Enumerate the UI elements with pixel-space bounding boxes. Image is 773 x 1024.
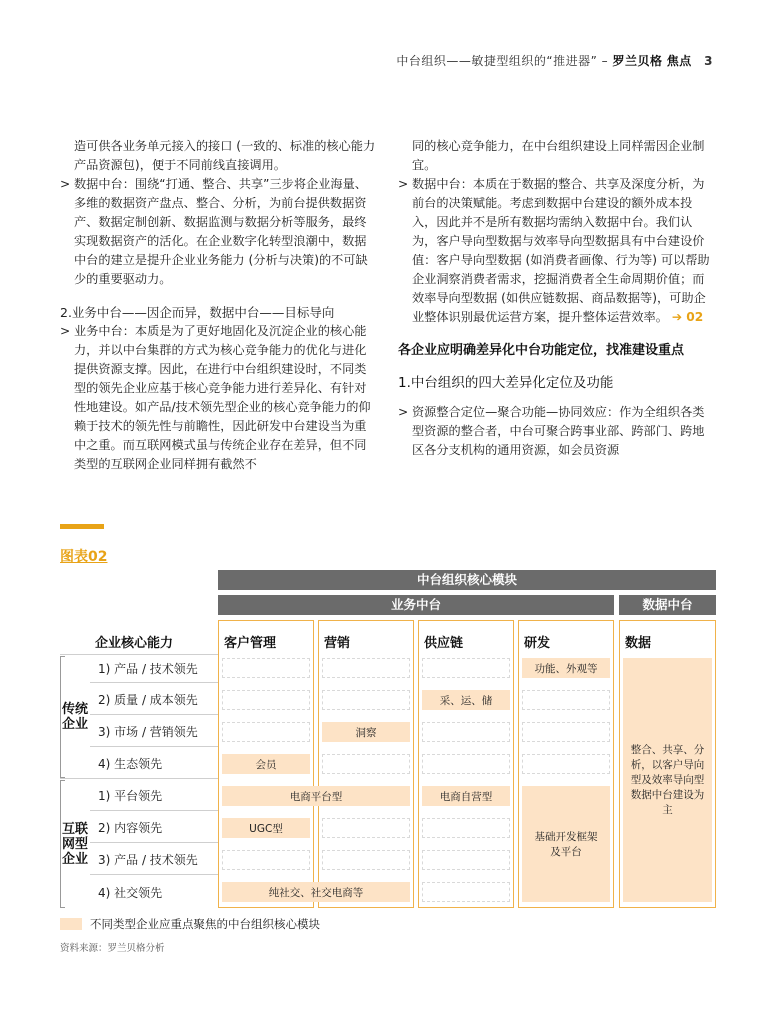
empty-cell bbox=[322, 690, 410, 710]
bullet-marker: > bbox=[398, 177, 409, 191]
cell-rd-framework: 基础开发框架及平台 bbox=[522, 786, 610, 902]
figure-label: 图表02 bbox=[60, 549, 108, 565]
top-bar-core-modules: 中台组织核心模块 bbox=[218, 570, 716, 590]
empty-cell bbox=[522, 690, 610, 710]
empty-cell bbox=[222, 722, 310, 742]
bullet-marker: > bbox=[60, 177, 71, 191]
cell-ecommerce-platform: 电商平台型 bbox=[222, 786, 410, 806]
row-separator bbox=[90, 746, 218, 747]
right-bullet1-paragraph bbox=[412, 175, 716, 327]
cell-social: 纯社交、社交电商等 bbox=[222, 882, 410, 902]
column-header-rd: 研发 bbox=[524, 636, 551, 651]
right-bullet-resource-integration bbox=[398, 403, 716, 460]
empty-cell bbox=[422, 850, 510, 870]
empty-cell bbox=[222, 658, 310, 678]
column-header-data: 数据 bbox=[625, 636, 652, 651]
page-number: 3 bbox=[704, 54, 713, 68]
right-column bbox=[398, 137, 716, 460]
cell-ecommerce-self: 电商自营型 bbox=[422, 786, 510, 806]
header-dash: – bbox=[601, 54, 609, 68]
legend-text: 不同类型企业应重点聚焦的中台组织核心模块 bbox=[90, 917, 320, 931]
row-label-content: 2) 内容领先 bbox=[98, 821, 163, 835]
empty-cell bbox=[322, 818, 410, 838]
row-label-market-marketing: 3) 市场 / 营销领先 bbox=[98, 725, 198, 739]
empty-cell bbox=[222, 850, 310, 870]
left-column bbox=[60, 137, 378, 474]
row-label-product-tech: 1) 产品 / 技术领先 bbox=[98, 662, 198, 676]
business-middle-office-bar: 业务中台 bbox=[218, 595, 614, 615]
right-continued-paragraph: 同的核心竞争能力，在中台组织建设上同样需因企业制宜。 bbox=[412, 139, 705, 172]
row-separator bbox=[90, 810, 218, 811]
row-label-social: 4) 社交领先 bbox=[98, 886, 163, 900]
empty-cell bbox=[422, 882, 510, 902]
cell-supply-procure: 采、运、储 bbox=[422, 690, 510, 710]
legend-swatch bbox=[60, 918, 82, 930]
empty-cell bbox=[522, 722, 610, 742]
empty-cell bbox=[422, 818, 510, 838]
row-header-core-capability: 企业核心能力 bbox=[95, 636, 174, 651]
row-label-platform: 1) 平台领先 bbox=[98, 789, 163, 803]
bullet-marker: > bbox=[398, 405, 409, 419]
left-bullet-data-middle-office bbox=[60, 175, 378, 289]
left-bullet-business-middle-office bbox=[60, 322, 378, 474]
row-separator bbox=[90, 682, 218, 683]
right-bullet1-text: 数据中台：本质在于数据的整合、共享及深度分析，为前台的决策赋能。考虑到数据中台建设的额外成本投入，因此并不是所有数据均需纳入数据中台。我们认为，客户导向型数据与效率导向型数据具有中台建设价值：客户导向型数据 (如消费者画像、行为等) 可以帮助企业洞察消费者需求，挖掘消费者全生命周期价值；而效率导向型数据 (如供应链数据、商品数据等)，可助企业整体识别最优运营方案，提升整体运营效率。 bbox=[412, 177, 710, 324]
row-separator bbox=[90, 874, 218, 875]
left-section2-heading: 2.业务中台——因企而异，数据中台——目标导向 bbox=[60, 305, 335, 320]
empty-cell bbox=[522, 754, 610, 774]
row-label-quality-cost: 2) 质量 / 成本领先 bbox=[98, 693, 198, 707]
column-header-supply: 供应链 bbox=[424, 636, 464, 651]
header-section: 焦点 bbox=[666, 54, 692, 68]
row-separator bbox=[60, 654, 218, 655]
row-label-ecosystem: 4) 生态领先 bbox=[98, 757, 163, 771]
empty-cell bbox=[322, 850, 410, 870]
page-header bbox=[396, 52, 713, 69]
row-separator bbox=[90, 842, 218, 843]
figure-reference-link[interactable]: ➔ 02 bbox=[671, 310, 704, 324]
bullet-marker: > bbox=[60, 324, 71, 338]
right-bullet2-text: 资源整合定位—聚合功能—协同效应：作为全组织各类型资源的整合者，中台可聚合跨事业部、跨部门、跨地区各分支机构的通用资源，如会员资源 bbox=[412, 405, 705, 457]
empty-cell bbox=[322, 754, 410, 774]
header-brand: 罗兰贝格 bbox=[612, 54, 663, 68]
empty-cell bbox=[422, 658, 510, 678]
group-label-internet: 互联网型企业 bbox=[62, 822, 89, 867]
row-label-product-tech-internet: 3) 产品 / 技术领先 bbox=[98, 853, 198, 867]
empty-cell bbox=[422, 754, 510, 774]
empty-cell bbox=[322, 658, 410, 678]
column-header-marketing: 营销 bbox=[324, 636, 351, 651]
row-separator bbox=[90, 714, 218, 715]
right-heading: 各企业应明确差异化中台功能定位，找准建设重点 bbox=[398, 343, 685, 358]
empty-cell bbox=[222, 690, 310, 710]
cell-ugc: UGC型 bbox=[222, 818, 310, 838]
right-subheading: 1.中台组织的四大差异化定位及功能 bbox=[398, 375, 614, 391]
cell-rd-function: 功能、外观等 bbox=[522, 658, 610, 678]
source-note: 资料来源：罗兰贝格分析 bbox=[60, 943, 165, 954]
group-label-traditional: 传统企业 bbox=[62, 702, 89, 732]
column-header-customer: 客户管理 bbox=[224, 636, 277, 651]
empty-cell bbox=[422, 722, 510, 742]
cell-data: 整合、共享、分析，以客户导向型及效率导向型数据中台建设为主 bbox=[623, 658, 712, 902]
data-middle-office-bar: 数据中台 bbox=[619, 595, 716, 615]
header-title: 中台组织——敏捷型组织的“推进器” bbox=[396, 54, 598, 68]
cell-member: 会员 bbox=[222, 754, 310, 774]
left-bullet2-text: 业务中台：本质是为了更好地固化及沉淀企业的核心能力，并以中台集群的方式为核心竞争能力的优化与进化提供资源支撑。因此，在进行中台组织建设时，不同类型的领先企业应基于核心竞争能力进行差异化、有针对性地建设。如产品/技术领先型企业的核心竞争能力的仰赖于技术的领先性与前瞻性，因此研发中台建设当为重中之重。而互联网模式虽与传统企业存在差异，但不同类型的互联网企业同样拥有截然不 bbox=[74, 324, 371, 471]
figure-accent-rule bbox=[60, 524, 104, 529]
cell-marketing-insight: 洞察 bbox=[322, 722, 410, 742]
right-bullet-data-middle-office bbox=[398, 175, 716, 327]
left-bullet1-text: 数据中台：围绕“打通、整合、共享”三步将企业海量、多维的数据资产盘点、整合、分析，为前台提供数据资产、数据定制创新、数据监测与数据分析等服务，最终实现数据资产的活化。在企业数字化转型浪潮中，数据中台的建立是提升企业业务能力 (分析与决策)的不可缺少的重要驱动力。 bbox=[74, 177, 368, 286]
left-intro-paragraph: 造可供各业务单元接入的接口 (一致的、标准的核心能力产品资源包)，便于不同前线直接调用。 bbox=[74, 139, 376, 172]
row-separator bbox=[60, 778, 218, 779]
